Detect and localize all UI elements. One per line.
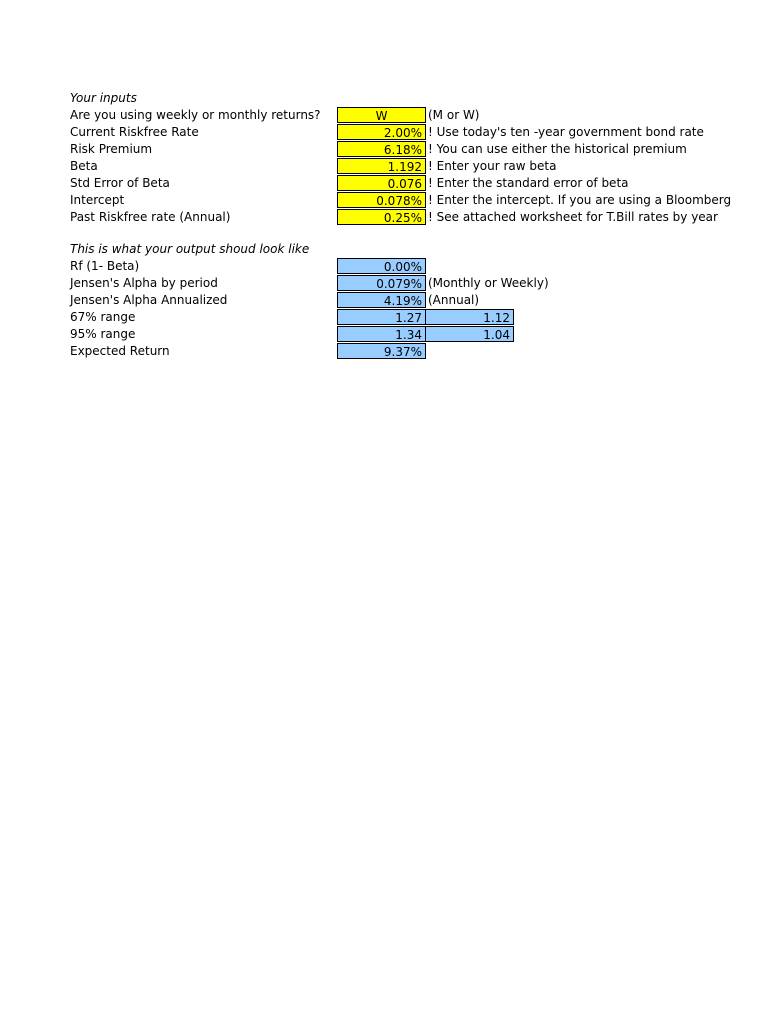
- outputs-title: This is what your output shoud look like: [70, 242, 310, 256]
- input-row-past-riskfree: [0, 209, 768, 226]
- output-row-alpha-annualized: [0, 292, 768, 309]
- input-row-intercept: [0, 192, 768, 209]
- input-label: Risk Premium: [70, 142, 153, 156]
- input-note: ! Use today's ten -year government bond rate: [428, 125, 704, 139]
- output-row-expected-return: [0, 343, 768, 360]
- output-row-alpha-period: [0, 275, 768, 292]
- output-cell-expected-return[interactable]: 9.37%: [337, 343, 426, 359]
- outputs-title-row: [0, 241, 768, 258]
- output-row-rf-beta: [0, 258, 768, 275]
- output-label: Jensen's Alpha Annualized: [70, 293, 228, 307]
- input-label: Intercept: [70, 193, 125, 207]
- output-row-67-range: [0, 309, 768, 326]
- input-note: ! You can use either the historical premium: [428, 142, 687, 156]
- input-row-std-error: [0, 175, 768, 192]
- output-label: Expected Return: [70, 344, 170, 358]
- input-cell-return-frequency[interactable]: W: [337, 107, 426, 123]
- output-note: (Monthly or Weekly): [428, 276, 549, 290]
- input-label: Beta: [70, 159, 98, 173]
- input-label: Current Riskfree Rate: [70, 125, 199, 139]
- output-cell-67-high[interactable]: 1.27: [337, 309, 426, 325]
- input-note: (M or W): [428, 108, 480, 122]
- output-cell-95-low[interactable]: 1.04: [425, 326, 514, 342]
- output-label: Jensen's Alpha by period: [70, 276, 218, 290]
- output-note: (Annual): [428, 293, 480, 307]
- input-cell-beta[interactable]: 1.192: [337, 158, 426, 174]
- input-cell-intercept[interactable]: 0.078%: [337, 192, 426, 208]
- input-cell-risk-premium[interactable]: 6.18%: [337, 141, 426, 157]
- output-label: Rf (1- Beta): [70, 259, 140, 273]
- output-cell-67-low[interactable]: 1.12: [425, 309, 514, 325]
- input-row-return-frequency: [0, 107, 768, 124]
- output-cell-95-high[interactable]: 1.34: [337, 326, 426, 342]
- input-row-risk-premium: [0, 141, 768, 158]
- input-row-beta: [0, 158, 768, 175]
- input-label: Past Riskfree rate (Annual): [70, 210, 231, 224]
- input-label: Are you using weekly or monthly returns?: [70, 108, 321, 122]
- inputs-title-row: [0, 90, 768, 107]
- output-label: 95% range: [70, 327, 136, 341]
- input-label: Std Error of Beta: [70, 176, 170, 190]
- output-cell-alpha-period[interactable]: 0.079%: [337, 275, 426, 291]
- input-note: ! See attached worksheet for T.Bill rates by year: [428, 210, 718, 224]
- output-label: 67% range: [70, 310, 136, 324]
- output-row-95-range: [0, 326, 768, 343]
- input-note: ! Enter the intercept. If you are using a Bloomberg: [428, 193, 732, 207]
- input-cell-past-riskfree[interactable]: 0.25%: [337, 209, 426, 225]
- input-note: ! Enter the standard error of beta: [428, 176, 629, 190]
- output-cell-rf-beta[interactable]: 0.00%: [337, 258, 426, 274]
- input-cell-std-error[interactable]: 0.076: [337, 175, 426, 191]
- output-cell-alpha-annualized[interactable]: 4.19%: [337, 292, 426, 308]
- input-row-riskfree-rate: [0, 124, 768, 141]
- input-cell-riskfree-rate[interactable]: 2.00%: [337, 124, 426, 140]
- input-note: ! Enter your raw beta: [428, 159, 557, 173]
- inputs-title: Your inputs: [70, 91, 137, 105]
